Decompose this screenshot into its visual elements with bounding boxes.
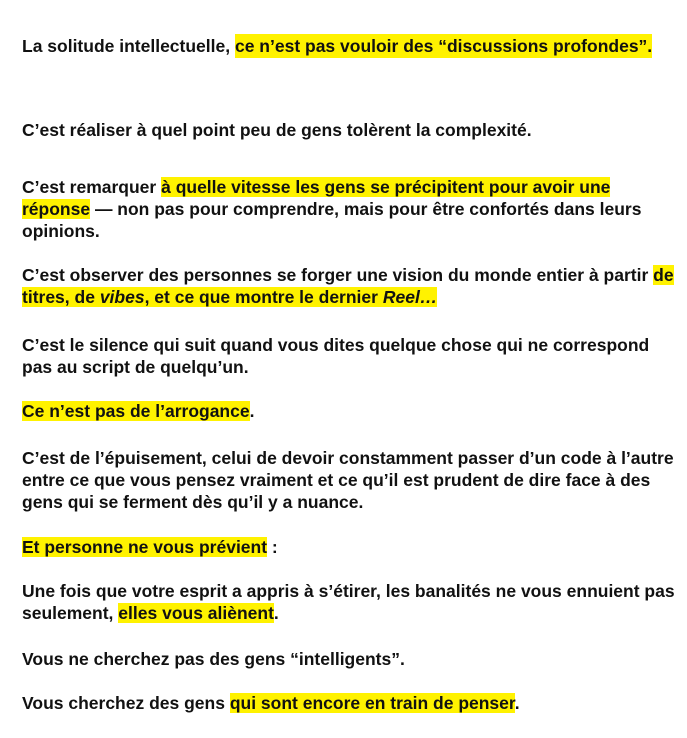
- p9-highlight: elles vous aliènent: [118, 603, 274, 623]
- p3-text-a: C’est remarquer: [22, 177, 162, 197]
- p6-text: .: [249, 401, 255, 421]
- p11-highlight: qui sont encore en train de penser: [229, 693, 515, 713]
- p6-highlight: Ce n’est pas de l’arrogance: [22, 401, 250, 421]
- paragraph-4: [22, 264, 682, 308]
- p9-text-a: Une fois que votre esprit a appris à s’étirer, les banalités ne vous ennuient pas seulement,: [22, 581, 675, 623]
- p3-text-c: — non pas pour comprendre, mais pour être confortés dans leurs opinions.: [22, 199, 642, 241]
- p4-highlight-reel: Reel…: [382, 287, 438, 307]
- paragraph-2: [22, 119, 532, 141]
- paragraph-9: [22, 580, 682, 624]
- paragraph-7: [22, 447, 682, 513]
- p8-text: :: [267, 537, 278, 557]
- p1-highlight: ce n’est pas vouloir des “discussions profondes”.: [234, 36, 653, 56]
- p4-highlight-b: de titres, de: [22, 265, 674, 307]
- paragraph-5: [22, 334, 682, 378]
- paragraph-11: [22, 692, 520, 714]
- paragraph-3: [22, 176, 682, 242]
- paragraph-1: [22, 28, 652, 64]
- p8-highlight: Et personne ne vous prévient: [22, 537, 268, 557]
- p1-text: La solitude intellectuelle,: [22, 36, 235, 56]
- paragraph-8: [22, 536, 278, 558]
- p10-text: Vous ne cherchez pas des gens “intelligents”.: [22, 649, 405, 669]
- p11-text-c: .: [514, 693, 520, 713]
- p4-highlight-vibes: vibes: [99, 287, 145, 307]
- p5-text: C’est le silence qui suit quand vous dites quelque chose qui ne correspond pas au script de quelqu’un.: [22, 335, 650, 377]
- p2-text: C’est réaliser à quel point peu de gens tolèrent la complexité.: [22, 120, 532, 140]
- p11-text-a: Vous cherchez des gens: [22, 693, 230, 713]
- p4-highlight-d: , et ce que montre le dernier: [144, 287, 383, 307]
- p9-text-c: .: [273, 603, 279, 623]
- p7-text: C’est de l’épuisement, celui de devoir constamment passer d’un code à l’autre entre ce que vous pensez vraiment et ce qu’il est prudent de dire face à des gens qui se ferment dès qu’il y a nuance.: [22, 448, 674, 512]
- paragraph-10: [22, 648, 405, 670]
- p4-text-a: C’est observer des personnes se forger une vision du monde entier à partir: [22, 265, 654, 285]
- paragraph-6: [22, 400, 254, 422]
- p3-highlight: à quelle vitesse les gens se précipitent pour avoir une réponse: [22, 177, 611, 219]
